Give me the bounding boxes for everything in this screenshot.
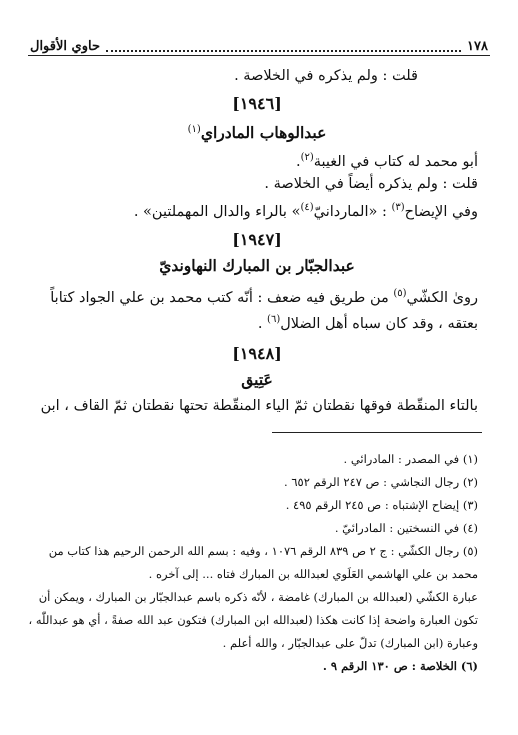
entry-heading bbox=[36, 254, 478, 278]
footnote: وعبارة (ابن المبارك) تدلّ على عبدالجبّار ، والله أعلم . bbox=[222, 636, 478, 650]
text-span: . bbox=[257, 315, 268, 332]
text-span: وفي الإيضاح bbox=[404, 203, 478, 220]
footnote: عبارة الكشّي (لعبدالله بن المبارك) غامضة ، لأنّه ذكره باسم عبدالجبّار بن المبارك ، ويمكن أن bbox=[38, 590, 478, 604]
header-rule bbox=[28, 55, 490, 56]
entry-name: عَتِيق bbox=[241, 370, 273, 389]
text-line: بالتاء المنقّطة فوقها نقطتان ثمّ الياء المنقّطة تحتها نقطتان ثمّ القاف ، ابن bbox=[40, 398, 478, 414]
footnote: تكون العبارة واضحة إذا كانت هكذا (لعبدالله ابن المبارك) فتكون عبد الله صفةً ، أي هو عبداللّٰه ، bbox=[28, 613, 478, 627]
text-span: من طريق فيه ضعف : أنّه كتب محمد بن علي الجواد كتاباً bbox=[50, 289, 394, 306]
text-line: قلت : ولم يذكره في الخلاصة . bbox=[234, 68, 418, 84]
entry-number: [١٩٤٦] bbox=[232, 94, 282, 113]
footnote-separator bbox=[272, 432, 482, 433]
text-span: » بالراء والدال المهملتين» . bbox=[133, 203, 301, 220]
text-span: روىٰ الكشّي bbox=[406, 289, 478, 306]
entry-name: عبدالجبّار بن المبارك النهاونديّ bbox=[159, 256, 355, 275]
book-title: حاوي الأقوال bbox=[30, 38, 100, 54]
text-line: قلت : ولم يذكره أيضاً في الخلاصة . bbox=[264, 176, 478, 192]
footnote-ref: (٥) bbox=[393, 288, 407, 299]
text-line bbox=[36, 196, 478, 220]
footnote: (٣) إيضاح الإشتباه : ص ٢٤٥ الرقم ٤٩٥ . bbox=[285, 498, 478, 512]
running-header bbox=[30, 36, 488, 56]
entry-heading bbox=[36, 368, 478, 392]
entry-name: عبدالوهاب المادراي bbox=[200, 122, 327, 142]
entry-heading bbox=[36, 118, 478, 142]
footnote-ref: (٤) bbox=[300, 202, 314, 213]
text-line bbox=[36, 308, 478, 332]
text-span: : «الماردانيّ bbox=[313, 203, 392, 220]
footnote-ref: (٦) bbox=[267, 314, 281, 325]
entry-number: [١٩٤٧] bbox=[232, 230, 282, 249]
footnote-ref: (٢) bbox=[300, 152, 314, 163]
footnote: (١) في المصدر : المادرائي . bbox=[343, 452, 478, 466]
footnote: (٦) الخلاصة : ص ١٣٠ الرقم ٩ . bbox=[322, 659, 478, 673]
footnote: (٤) في النسختين : المادرائيّ . bbox=[334, 521, 478, 535]
footnote-ref: (١) bbox=[187, 124, 201, 135]
footnote: (٢) رجال النجاشي : ص ٢٤٧ الرقم ٦٥٢ . bbox=[284, 475, 478, 489]
footnote-ref: (٣) bbox=[391, 202, 405, 213]
text-span: بعتقه ، وقد كان سباه أهل الضلال bbox=[280, 315, 478, 332]
header-dot-leader bbox=[106, 41, 461, 52]
entry-number: [١٩٤٨] bbox=[232, 344, 282, 363]
footnote: (٥) رجال الكشّي : ج ٢ ص ٨٣٩ الرقم ١٠٧٦ ، وفيه : بسم الله الرحمن الرحيم هذا كتاب من bbox=[48, 544, 478, 558]
text-span: . bbox=[295, 153, 301, 170]
text-line bbox=[36, 146, 478, 170]
page-number: ١٧٨ bbox=[467, 38, 488, 54]
footnote: محمد بن علي الهاشمي العَلَوي لعبدالله بن المبارك فتاه ... إلى آخره . bbox=[148, 567, 478, 581]
text-line bbox=[36, 282, 478, 306]
text-span: أبو محمد له كتاب في الغيبة bbox=[313, 153, 478, 170]
